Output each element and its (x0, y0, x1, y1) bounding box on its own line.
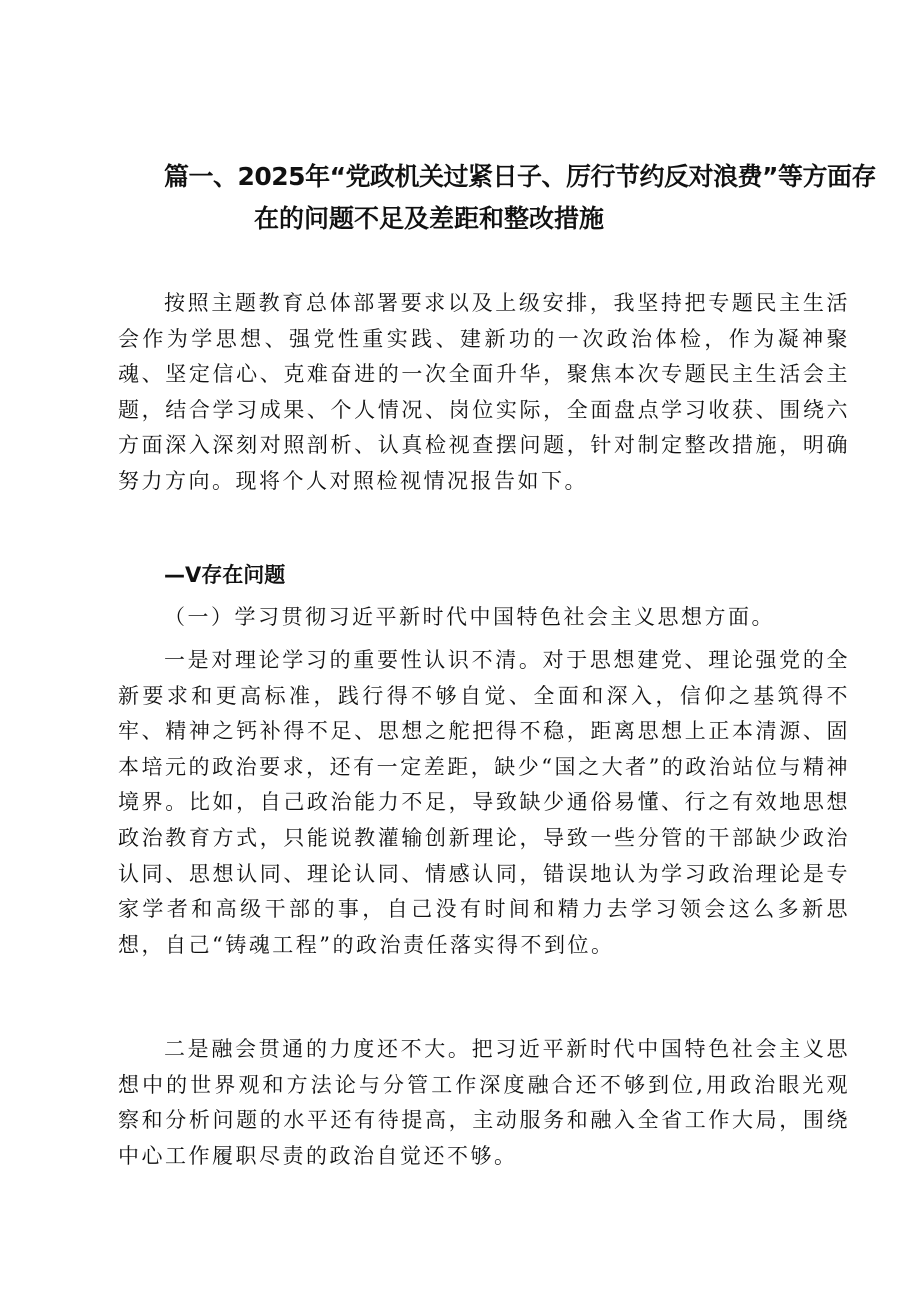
subsection-heading: （一）学习贯彻习近平新时代中国特色社会主义思想方面。 (164, 605, 775, 629)
point2-paragraph: 二是融会贯通的力度还不大。把习近平新时代中国特色社会主义思想中的世界观和方法论与分管工作深度融合还不够到位,用政治眼光观察和分析问题的水平还有待提高，主动服务和融入全省工作大局，围绕中心工作履职尽责的政治自觉还不够。 (118, 1037, 850, 1168)
section-heading: —V存在问题 (164, 563, 286, 587)
document-title-line-2: 在的问题不足及差距和整改措施 (254, 204, 605, 233)
point1-paragraph: 一是对理论学习的重要性认识不清。对于思想建党、理论强党的全新要求和更高标准，践行得不够自觉、全面和深入，信仰之基筑得不牢、精神之钙补得不足、思想之舵把得不稳，距离思想上正本清源、固本培元的政治要求，还有一定差距，缺少“国之大者”的政治站位与精神境界。比如，自己政治能力不足，导致缺少通俗易懂、行之有效地思想政治教育方式，只能说教灌输创新理论，导致一些分管的干部缺少政治认同、思想认同、理论认同、情感认同，错误地认为学习政治理论是专家学者和高级干部的事，自己没有时间和精力去学习领会这么多新思想，自己“铸魂工程”的政治责任落实得不到位。 (118, 648, 850, 957)
document-title-line-1: 篇一、2025年“党政机关过紧日子、厉行节约反对浪费”等方面存 (164, 162, 876, 191)
intro-paragraph: 按照主题教育总体部署要求以及上级安排，我坚持把专题民主生活会作为学思想、强党性重实践、建新功的一次政治体检，作为凝神聚魂、坚定信心、克难奋进的一次全面升华，聚焦本次专题民主生活会主题，结合学习成果、个人情况、岗位实际，全面盘点学习收获、围绕六方面深入深刻对照剖析、认真检视查摆问题，针对制定整改措施，明确努力方向。现将个人对照检视情况报告如下。 (118, 291, 850, 493)
